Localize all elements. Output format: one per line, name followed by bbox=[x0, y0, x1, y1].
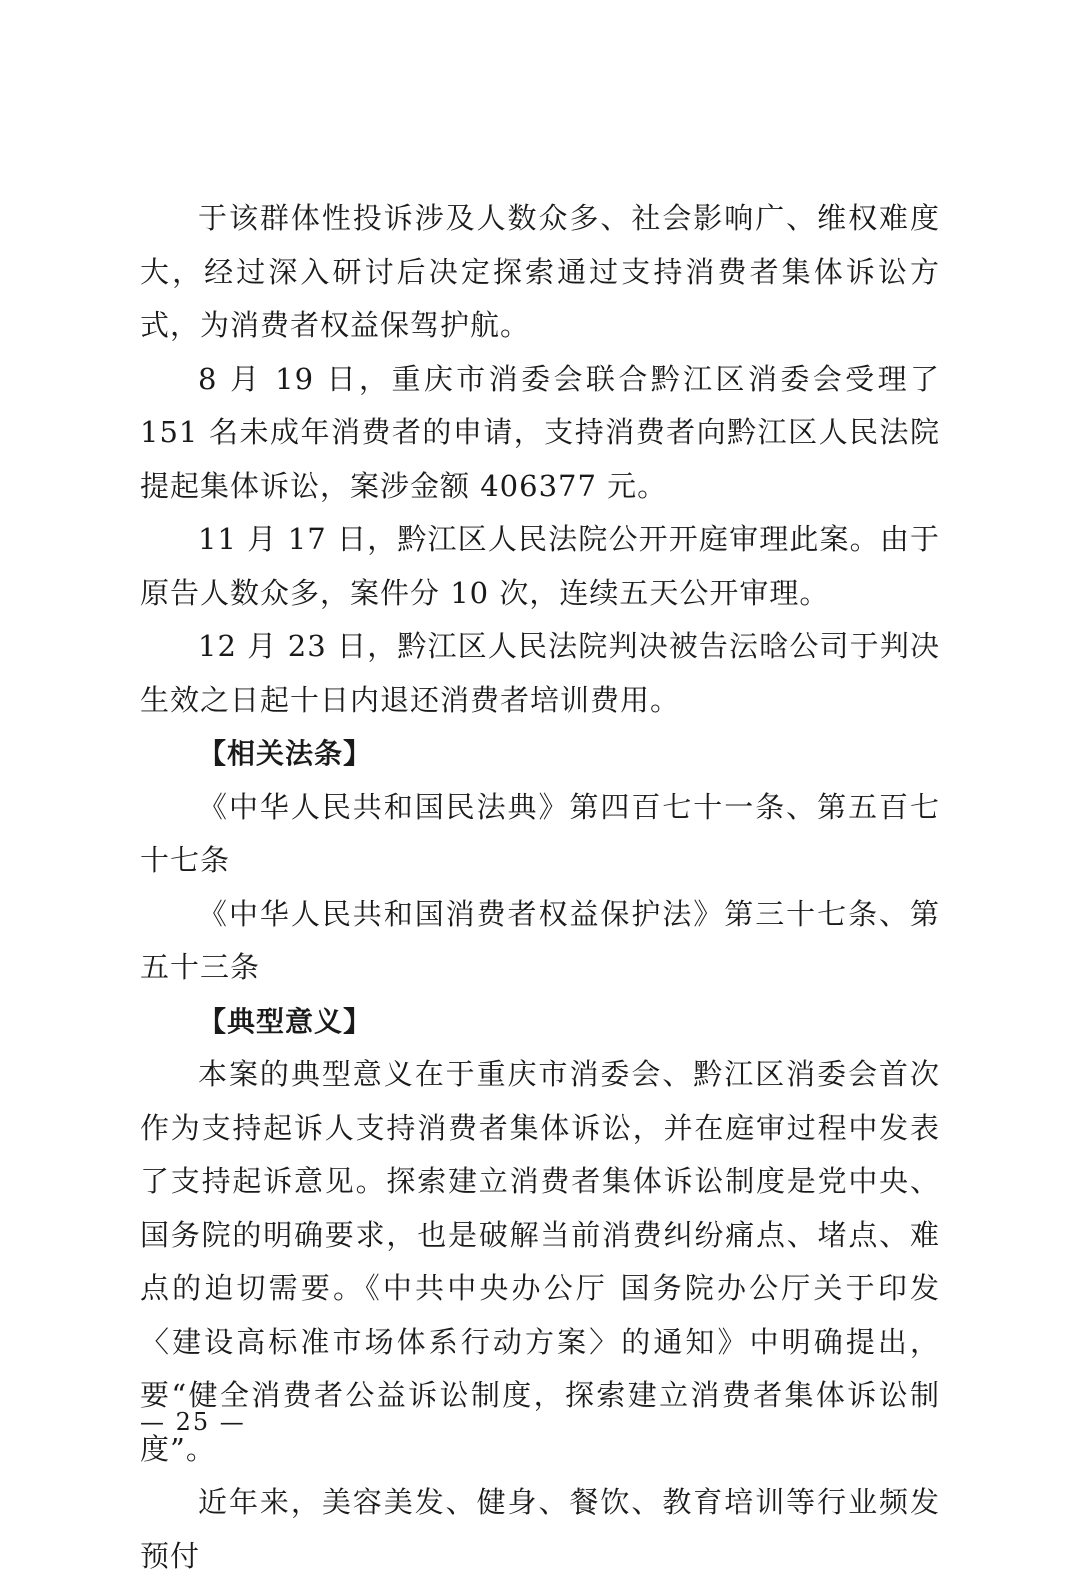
paragraph: 近年来，美容美发、健身、餐饮、教育培训等行业频发预付 bbox=[140, 1485, 940, 1573]
law-citation: 《中华人民共和国消费者权益保护法》第三十七条、第五十三条 bbox=[140, 896, 940, 984]
document-body bbox=[140, 192, 940, 1583]
page-number: — 25 — bbox=[140, 1408, 246, 1436]
law-citation: 《中华人民共和国民法典》第四百七十一条、第五百七十七条 bbox=[140, 789, 940, 877]
paragraph: 8 月 19 日，重庆市消委会联合黔江区消委会受理了 151 名未成年消费者的申请，支持消费者向黔江区人民法院提起集体诉讼，案涉金额 406377 元。 bbox=[140, 361, 940, 503]
paragraph: 于该群体性投诉涉及人数众多、社会影响广、维权难度大，经过深入研讨后决定探索通过支持消费者集体诉讼方式，为消费者权益保驾护航。 bbox=[140, 201, 940, 342]
section-heading-significance: 【典型意义】 bbox=[198, 1004, 373, 1038]
paragraph: 11 月 17 日，黔江区人民法院公开开庭审理此案。由于原告人数众多，案件分 10 次，连续五天公开审理。 bbox=[140, 522, 940, 610]
paragraph: 本案的典型意义在于重庆市消委会、黔江区消委会首次作为支持起诉人支持消费者集体诉讼，并在庭审过程中发表了支持起诉意见。探索建立消费者集体诉讼制度是党中央、国务院的明确要求，也是破解当前消费纠纷痛点、堵点、难点的迫切需要。《中共中央办公厅 国务院办公厅关于印发〈建设高标准市场体系行动方案〉的通知》中明确提出，要“健全消费者公益诉讼制度，探索建立消费者集体诉讼制度”。 bbox=[140, 1057, 940, 1466]
paragraph: 12 月 23 日，黔江区人民法院判决被告沄晗公司于判决生效之日起十日内退还消费者培训费用。 bbox=[140, 629, 940, 717]
section-heading-related-law: 【相关法条】 bbox=[198, 737, 373, 770]
